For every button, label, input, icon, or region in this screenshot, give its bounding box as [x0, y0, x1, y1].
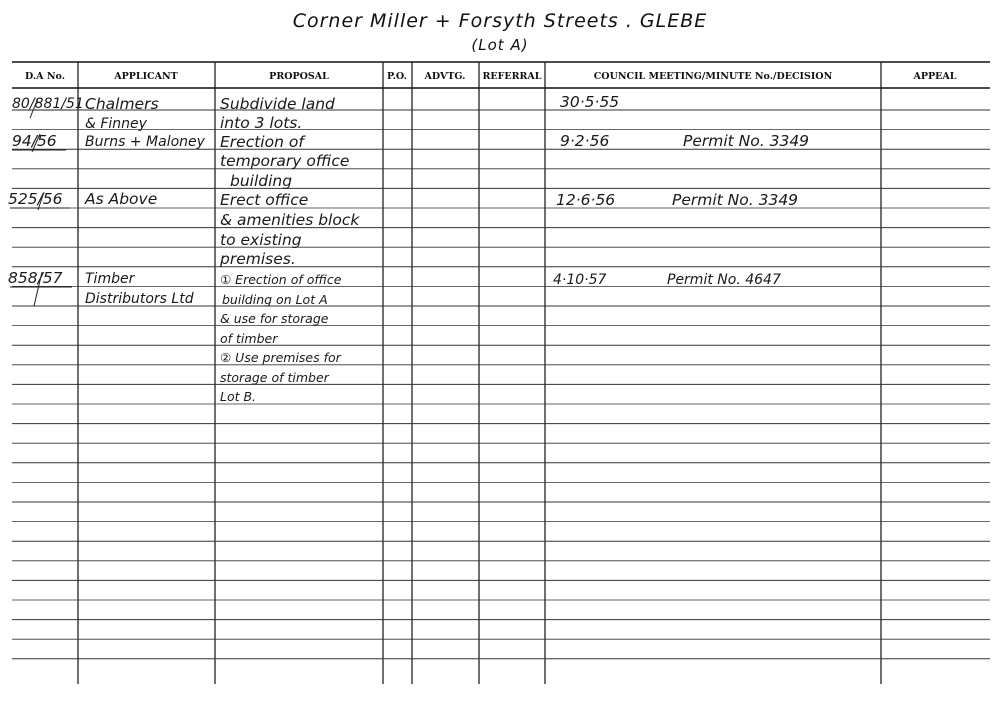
proposal-line: storage of timber — [220, 370, 329, 385]
decision-date: 30·5·55 — [560, 93, 620, 111]
da-number: 525/56 — [8, 190, 63, 208]
column-header-da-no: D.A No. — [24, 71, 66, 82]
applicant-line: Chalmers — [85, 95, 159, 113]
proposal-line: ② Use premises for — [220, 350, 341, 365]
da-number: 858/57 — [8, 269, 63, 287]
decision-note: Permit No. 3349 — [672, 191, 799, 209]
entry-row — [8, 269, 781, 404]
column-header-applicant: APPLICANT — [114, 71, 178, 82]
proposal-line: premises. — [220, 250, 296, 268]
proposal-line: Lot B. — [220, 389, 257, 404]
proposal-line: to existing — [220, 231, 302, 249]
applicant-line: Burns + Maloney — [85, 134, 205, 150]
decision-date: 9·2·56 — [560, 132, 610, 150]
proposal-line: & amenities block — [220, 211, 360, 229]
proposal-line: building on Lot A — [222, 292, 328, 307]
proposal-line: of timber — [220, 331, 278, 346]
proposal-line: Subdivide land — [220, 95, 335, 113]
entry-row — [12, 132, 809, 190]
column-header-advtg: ADVTG. — [424, 71, 466, 82]
column-header-referral: REFERRAL — [482, 71, 542, 82]
column-header-proposal: PROPOSAL — [269, 71, 329, 82]
decision-note: Permit No. 4647 — [667, 272, 781, 288]
document-title: Corner Miller + Forsyth Streets . GLEBE — [292, 10, 708, 32]
da-number: 80/881/51 — [12, 96, 84, 112]
decision-date: 4·10·57 — [553, 272, 607, 288]
proposal-line: Erect office — [220, 191, 309, 209]
column-header-council-decision: COUNCIL MEETING/MINUTE No./DECISION — [593, 71, 833, 82]
ruled-lines — [12, 110, 990, 659]
entry-row — [12, 93, 619, 132]
document-subtitle: (Lot A) — [471, 36, 529, 54]
proposal-line: ① Erection of office — [220, 272, 342, 287]
applicant-line: Timber — [85, 271, 135, 287]
column-header-appeal: APPEAL — [913, 71, 957, 82]
column-header-po: P.O. — [387, 71, 407, 82]
applicant-line: & Finney — [85, 116, 147, 132]
proposal-line: & use for storage — [220, 311, 329, 326]
applicant-line: As Above — [85, 190, 158, 208]
proposal-line: into 3 lots. — [220, 114, 303, 132]
proposal-line: Erection of — [220, 133, 304, 151]
entry-row — [8, 190, 798, 268]
decision-note: Permit No. 3349 — [683, 132, 810, 150]
proposal-line: building — [230, 172, 293, 190]
decision-date: 12·6·56 — [556, 191, 616, 209]
proposal-line: temporary office — [220, 152, 350, 170]
applicant-line: Distributors Ltd — [85, 291, 194, 307]
da-number: 94/56 — [12, 132, 57, 150]
